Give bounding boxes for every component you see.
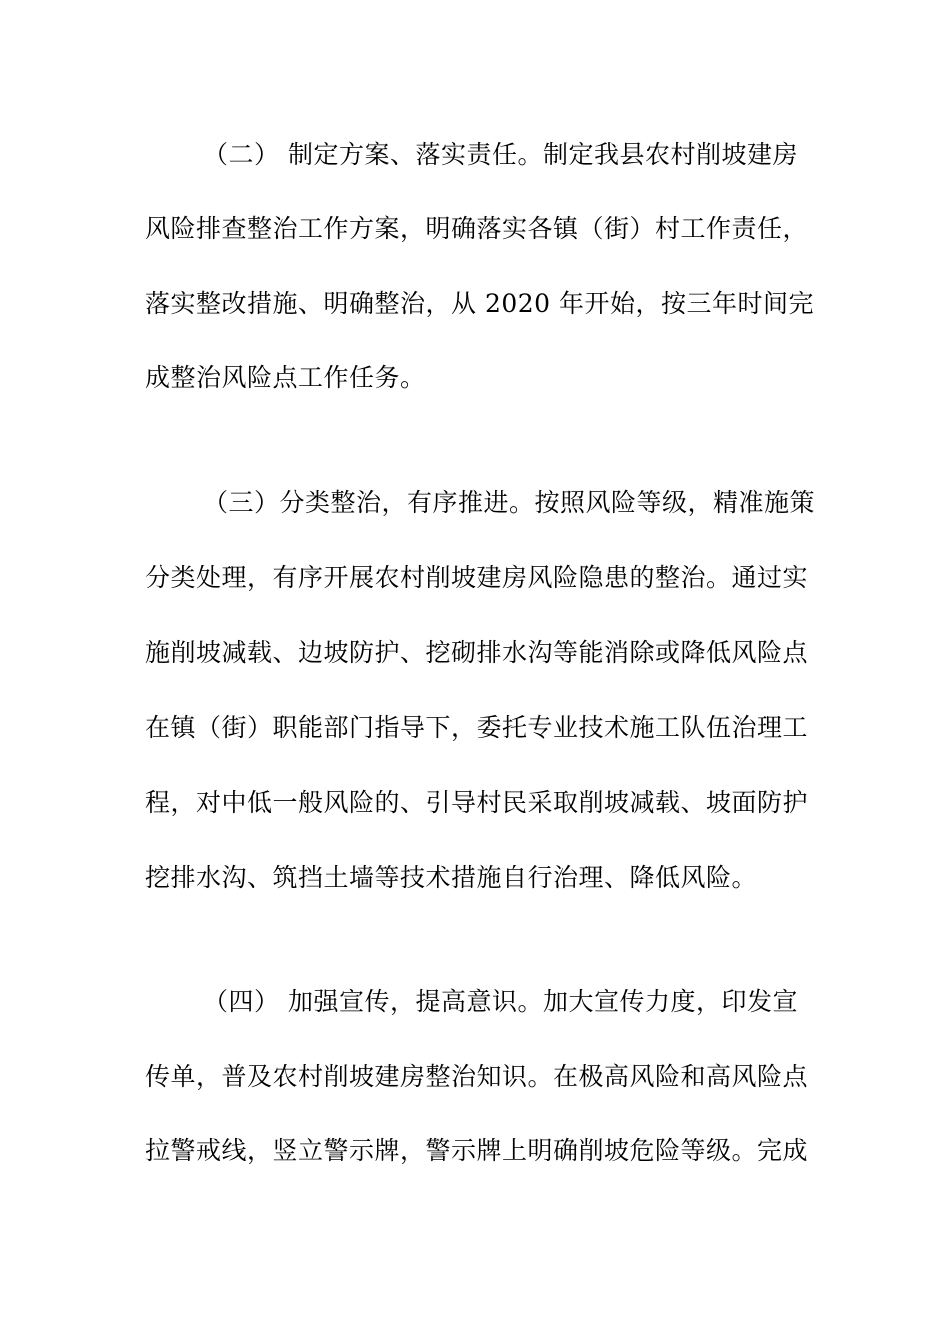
paragraph-line: 成整治风险点工作任务。 <box>145 363 426 392</box>
paragraph-line: （三）分类整治，有序推进。按照风险等级，精准施策 <box>203 488 816 517</box>
paragraph-line: 分类处理，有序开展农村削坡建房风险隐患的整治。通过实 <box>145 563 809 592</box>
paragraph-line: 落实整改措施、明确整治，从 2020 年开始，按三年时间完 <box>145 289 815 318</box>
paragraph-line: 施削坡减载、边坡防护、挖砌排水沟等能消除或降低风险点 <box>145 638 809 667</box>
paragraph-line: 在镇（街）职能部门指导下，委托专业技术施工队伍治理工 <box>145 713 809 742</box>
paragraph-line: 挖排水沟、筑挡土墙等技术措施自行治理、降低风险。 <box>145 863 758 892</box>
paragraph-line: 风险排查整治工作方案，明确落实各镇（街）村工作责任， <box>145 214 809 243</box>
paragraph-line: （四） 加强宣传，提高意识。加大宣传力度，印发宣 <box>203 987 798 1016</box>
paragraph-line: （二） 制定方案、落实责任。制定我县农村削坡建房 <box>203 140 798 169</box>
paragraph-line: 程，对中低一般风险的、引导村民采取削坡减载、坡面防护 <box>145 788 809 817</box>
paragraph-line: 拉警戒线，竖立警示牌，警示牌上明确削坡危险等级。完成 <box>145 1136 809 1165</box>
paragraph-line: 传单，普及农村削坡建房整治知识。在极高风险和高风险点 <box>145 1062 809 1091</box>
